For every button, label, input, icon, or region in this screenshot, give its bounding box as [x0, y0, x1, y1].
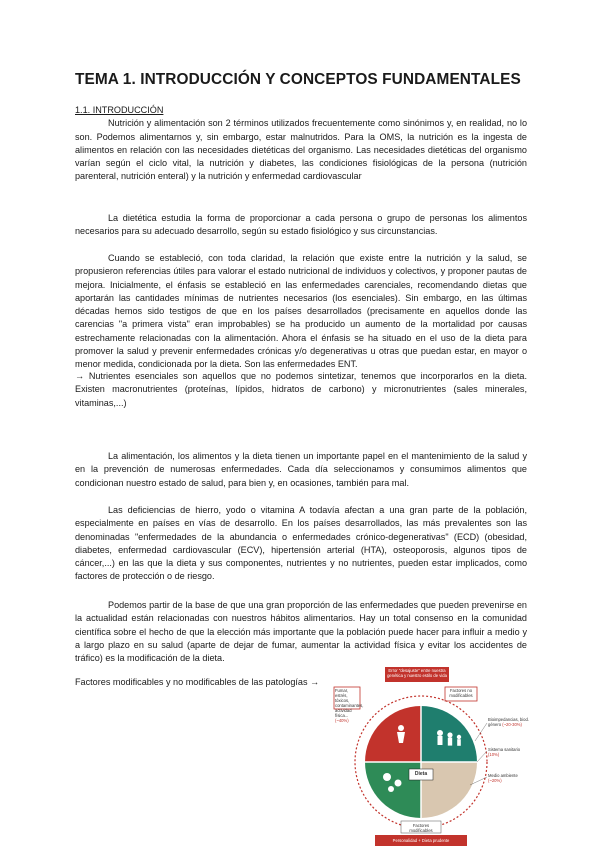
quadrant-lifestyle — [365, 706, 421, 762]
page-title: TEMA 1. INTRODUCCIÓN Y CONCEPTOS FUNDAMENTALES — [75, 71, 521, 88]
non-modifiable-label: Factores no modificables — [449, 688, 473, 698]
disease-factors-figure — [325, 665, 535, 848]
connector-2 — [477, 751, 487, 762]
left-factors-pct: (~40%) — [335, 718, 349, 723]
modifiable-label: Factores modificables — [409, 823, 433, 833]
paragraph-7: Podemos partir de la base de que una gran proporción de las enfermedades que pueden prevenirse en la actualidad están relacionadas con nuestros hábitos alimentarios. Hay un total consenso en la comunidad científica sobre el hecho de que la elección más importante que la población puede hacer para influir a medio y a largo plazo en su salud (aparte de dejar de fumar, aumentar la actividad física y evitar los accidentes de tráfico) es la modificación de la dieta. — [75, 600, 527, 664]
paragraph-1: Nutrición y alimentación son 2 términos utilizados frecuentemente como sinónimos y, en realidad, no lo son. Podemos alimentarnos y, sin embargo, estar malnutridos. Para la OMS, la nutrición es la ingesta de alimentos en relación con las necesidades dietéticas del organismo. Las necesidades dietéticas del organismo varían según el ciclo vital, la nutrición y diabetes, las condiciones fisiológicas de la persona (nutrición parenteral, nutrición enteral) y la nutrición y enfermedad cardiovascular — [75, 118, 527, 182]
right-label-1: Bioimpedancias, biod. género (~20-30%) — [488, 717, 529, 727]
bottom-box-label: Personalidad + Dieta prudente — [392, 838, 450, 843]
left-factors-label: Fumar, estrés, tóxicos, contaminantes, actividad física... (~40%) — [335, 688, 364, 723]
paragraph-2: La dietética estudia la forma de proporcionar a cada persona o grupo de personas los alimentos necesarios para su adecuado desarrollo, según su estado fisiológico y sus circunstancias. — [75, 213, 527, 237]
section-heading: 1.1. INTRODUCCIÓN — [75, 105, 164, 115]
center-label: Dieta — [414, 771, 428, 777]
paragraph-4: → Nutrientes esenciales son aquellos que no podemos sintetizar, tenemos que incorporarlos en la dieta. Existen macronutrientes (proteínas, lípidos, hidratos de carbono) y micronutrientes (sales minerales, vitaminas,...) — [75, 371, 527, 408]
paragraph-5: La alimentación, los alimentos y la dieta tienen un importante papel en el mantenimiento de la salud y en la prevención de numerosas enfermedades. Cada día seleccionamos y consumimos alimentos que condicionan nuestro estado de salud, para bien y, en ocasiones, también para mal. — [75, 451, 527, 488]
right-label-2: Sistema sanitario (10%) — [488, 747, 521, 757]
figure-caption: Factores modificables y no modificables de las patologías → — [75, 677, 320, 687]
right-label-3: Medio ambiente (~20%) — [488, 773, 518, 783]
section-intro-block — [75, 104, 527, 184]
top-box-label: Error "desajuste" entre nuestra genética y nuestro estilo de vida — [387, 668, 447, 678]
paragraph-6: Las deficiencias de hierro, yodo o vitamina A todavía afectan a una gran parte de la población, especialmente en países en vías de desarrollo. En los países desarrollados, las más prevalentes son las denominadas "enfermedades de la abundancia o enfermedades crónico-degenerativas" (ECD) (obesidad, diabetes, enfermedad cardiovascular (ECV), hipertensión arterial (HTA), osteoporosis, algunos tipos de cáncer,...) en las que la dieta y sus componentes, nutrientes y no nutrientes, pueden estar implicados, como factores de protección o de riesgo. — [75, 505, 527, 582]
paragraph-3: Cuando se estableció, con toda claridad, la relación que existe entre la nutrición y la salud, se propusieron referencias útiles para valorar el estado nutricional de individuos y colectivos, y proponer pautas de mejora. Inicialmente, el énfasis se estableció en las enfermedades carenciales, recomendando dietas que aportarán las cantidades mínimas de nutrientes necesarios (los esenciales). Sin embargo, en las últimas décadas hemos sido testigos de que en los países desarrollados (precisamente en aquellos donde las carencias "a primera vista" eran improbables) se ha producido un aumento de la mortalidad por causas estrechamente relacionadas con la alimentación. Ahora el énfasis se ha situado en el uso de la dieta para promover la salud y prevenir enfermedades crónicas y/o degenerativas u otras que puedan estar, en mayor o menor medida, condicionada por la dieta. Son las enfermedades ENT. — [75, 253, 527, 370]
